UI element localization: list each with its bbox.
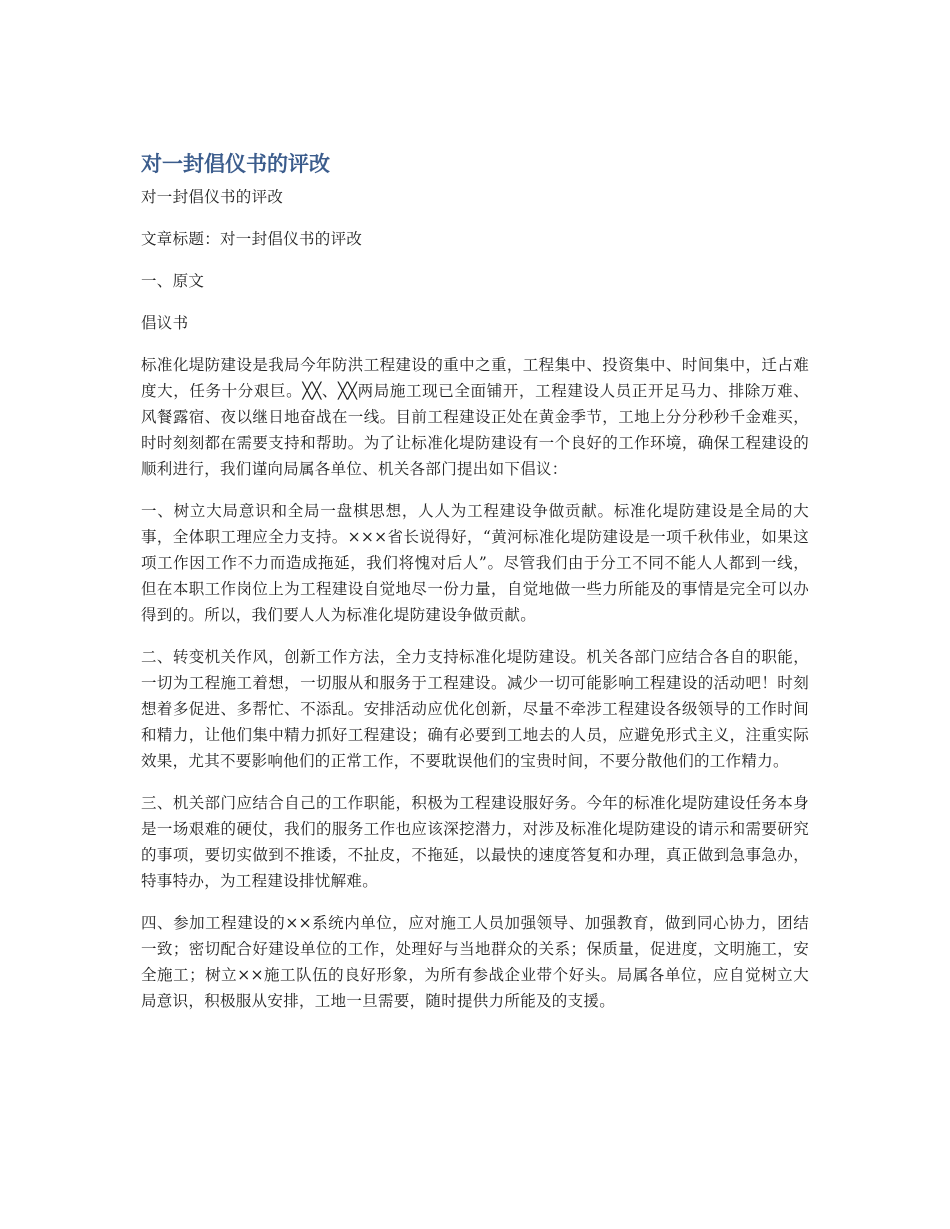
document-title: 对一封倡仪书的评改 (141, 152, 330, 176)
article-title-line: 文章标题：对一封倡仪书的评改 (141, 230, 363, 248)
proposal-point-1: 一、树立大局意识和全局一盘棋思想，人人为工程建设争做贡献。标准化堤防建设是全局的大事，全体职工理应全力支持。×××省长说得好，“黄河标准化堤防建设是一项千秋伟业，如果这项工作因工作不力而造成拖延，我们将愧对后人”。尽管我们由于分工不同不能人人都到一线，但在本职工作岗位上为工程建设自觉地尽一份力量，自觉地做一些力所能及的事情是完全可以办得到的。所以，我们要人人为标准化堤防建设争做贡献。 (141, 502, 809, 624)
subtitle-paragraph: 对一封倡仪书的评改 (141, 188, 284, 206)
proposal-point-4: 四、参加工程建设的××系统内单位，应对施工人员加强领导、加强教育，做到同心协力，团结一致；密切配合好建设单位的工作，处理好与当地群众的关系；保质量，促进度，文明施工，安全施工；树立××施工队伍的良好形象，为所有参战企业带个好头。局属各单位，应自觉树立大局意识，积极服从安排，工地一旦需要，随时提供力所能及的支援。 (141, 914, 809, 1010)
proposal-point-2: 二、转变机关作风，创新工作方法，全力支持标准化堤防建设。机关各部门应结合各自的职能，一切为工程施工着想，一切服从和服务于工程建设。减少一切可能影响工程建设的活动吧！时刻想着多促进、多帮忙、不添乱。安排活动应优化创新，尽量不牵涉工程建设各级领导的工作时间和精力，让他们集中精力抓好工程建设；确有必要到工地去的人员，应避免形式主义，注重实际效果，尤其不要影响他们的正常工作，不要耽误他们的宝贵时间，不要分散他们的工作精力。 (141, 648, 809, 770)
intro-paragraph: 标准化堤防建设是我局今年防洪工程建设的重中之重，工程集中、投资集中、时间集中，迁占难度大，任务十分艰巨。╳╳、╳╳两局施工现已全面铺开，工程建设人员正开足马力、排除万难、风餐露宿、夜以继日地奋战在一线。目前工程建设正处在黄金季节，工地上分分秒秒千金难买，时时刻刻都在需要支持和帮助。为了让标准化堤防建设有一个良好的工作环境，确保工程建设的顺利进行，我们谨向局属各单位、机关各部门提出如下倡议： (141, 356, 809, 478)
proposal-point-3: 三、机关部门应结合自己的工作职能，积极为工程建设服好务。今年的标准化堤防建设任务本身是一场艰难的硬仗，我们的服务工作也应该深挖潜力，对涉及标准化堤防建设的请示和需要研究的事项，要切实做到不推诿，不扯皮，不拖延，以最快的速度答复和办理，真正做到急事急办，特事特办，为工程建设排忧解难。 (141, 794, 809, 890)
document-body (141, 148, 809, 1030)
proposal-heading: 倡议书 (141, 314, 189, 332)
section-heading-original: 一、原文 (141, 272, 205, 290)
